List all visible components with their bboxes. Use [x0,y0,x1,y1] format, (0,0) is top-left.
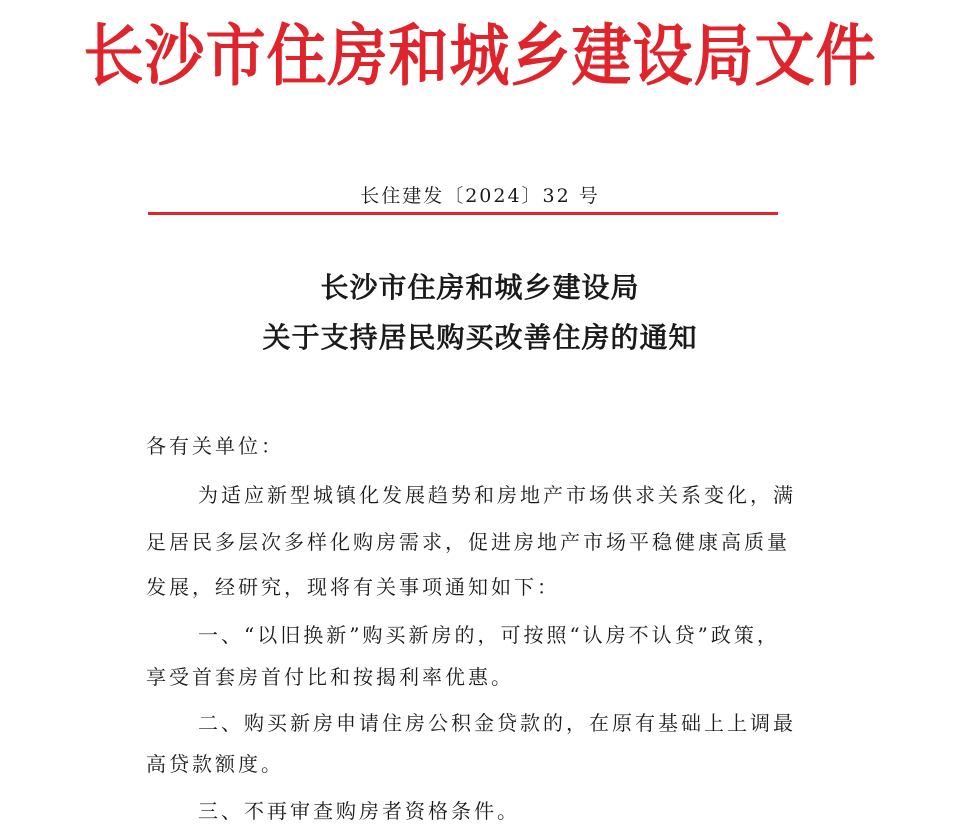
document-number: 长住建发〔2024〕32 号 [360,185,600,207]
item-two-line-1: 二、购买新房申请住房公积金贷款的，在原有基础上上调最 [198,711,796,735]
masthead-title: 长沙市住房和城乡建设局文件 [83,17,877,96]
item-three-line-1: 三、不再审查购房者资格条件。 [198,799,520,823]
item-two-line-2: 高贷款额度。 [146,752,284,776]
salutation: 各有关单位： [146,434,284,458]
document-title-line-1: 长沙市住房和城乡建设局 [320,271,640,304]
paragraph-intro-line-1: 为适应新型城镇化发展趋势和房地产市场供求关系变化，满 [198,483,796,507]
item-one-line-2: 享受首套房首付比和按揭利率优惠。 [146,665,514,689]
paragraph-intro-line-3: 发展，经研究，现将有关事项通知如下： [146,575,560,599]
paragraph-intro-line-2: 足居民多层次多样化购房需求，促进房地产市场平稳健康高质量 [146,530,790,554]
item-one-line-1: 一、“以旧换新”购买新房的，可按照“认房不认贷”政策， [198,623,780,647]
document-title-line-2: 关于支持居民购买改善住房的通知 [262,321,698,354]
red-divider-line [148,212,778,215]
